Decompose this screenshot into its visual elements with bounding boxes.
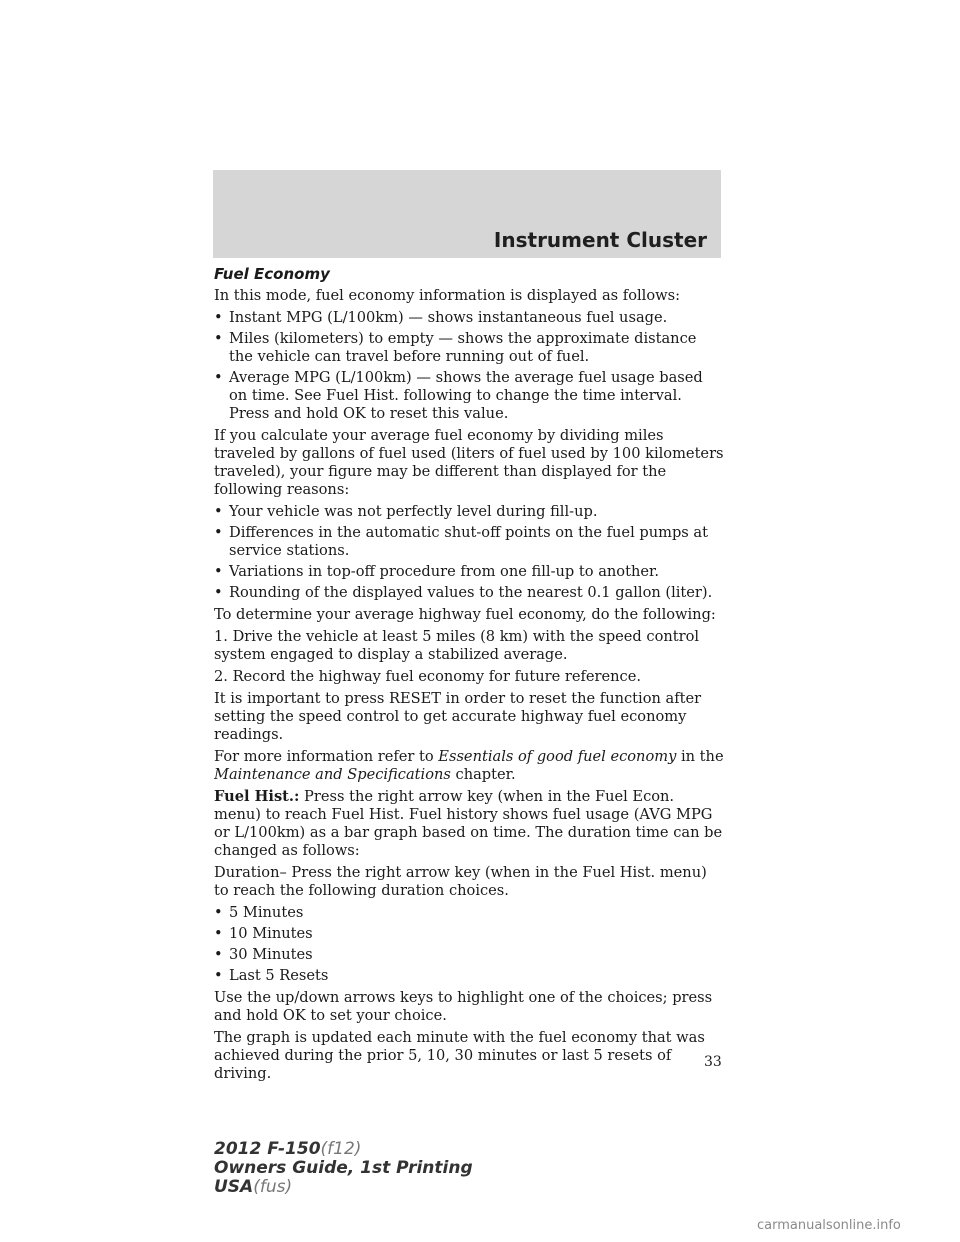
bullet-icon: • <box>214 584 223 601</box>
graph-note: The graph is updated each minute with the fuel economy that was achieved during the prior 5, 10, 30 minutes or last 5 resets of driving. <box>214 1029 705 1082</box>
page-content <box>214 265 724 1087</box>
bullet-icon: • <box>214 946 223 963</box>
intro-paragraph: In this mode, fuel economy information is displayed as follows: <box>214 287 681 304</box>
list-item: • Rounding of the displayed values to the nearest 0.1 gallon (liter). <box>214 584 713 601</box>
footer-line-2: Owners Guide, 1st Printing <box>214 1158 473 1178</box>
mode-list <box>214 309 724 423</box>
bullet-icon: • <box>214 309 223 326</box>
bullet-icon: • <box>214 330 223 347</box>
reference-maintenance-chapter: Maintenance and Specifications <box>214 766 451 783</box>
bullet-icon: • <box>214 503 223 520</box>
bullet-icon: • <box>214 925 223 942</box>
list-item: • Average MPG (L/100km) — shows the average fuel usage based on time. See Fuel Hist. following to change the time interval. Press and hold OK to reset this value. <box>214 369 703 422</box>
reset-note: It is important to press RESET in order to reset the function after setting the speed control to get accurate highway fuel economy readings. <box>214 690 702 743</box>
chapter-title: Instrument Cluster <box>493 228 707 252</box>
step-2: 2. Record the highway fuel economy for future reference. <box>214 668 642 685</box>
bullet-icon: • <box>214 524 223 541</box>
list-item: • 30 Minutes <box>214 946 313 963</box>
select-note: Use the up/down arrows keys to highlight one of the choices; press and hold OK to set your choice. <box>214 989 713 1024</box>
duration-intro: Duration– Press the right arrow key (when in the Fuel Hist. menu) to reach the following duration choices. <box>214 864 707 899</box>
footer-line-3: USA(fus) <box>214 1177 293 1197</box>
list-item: • Differences in the automatic shut-off points on the fuel pumps at service stations. <box>214 524 708 559</box>
bullet-icon: • <box>214 563 223 580</box>
bullet-icon: • <box>214 369 223 386</box>
highway-intro: To determine your average highway fuel economy, do the following: <box>214 606 716 623</box>
list-item: • 5 Minutes <box>214 904 304 921</box>
document-footer <box>214 1140 473 1197</box>
list-item: • Instant MPG (L/100km) — shows instantaneous fuel usage. <box>214 309 668 326</box>
step-1: 1. Drive the vehicle at least 5 miles (8 km) with the speed control system engaged to display a stabilized average. <box>214 628 700 663</box>
section-title: Fuel Economy <box>214 265 330 283</box>
bullet-icon: • <box>214 967 223 984</box>
page-number: 33 <box>704 1054 722 1070</box>
list-item: • Your vehicle was not perfectly level during fill-up. <box>214 503 598 520</box>
fuel-hist-paragraph: Fuel Hist.: Press the right arrow key (when in the Fuel Econ. menu) to reach Fuel Hist. Fuel history shows fuel usage (AVG MPG or L/100km) as a bar graph based on time. The duration time can be changed as follows: <box>214 788 723 859</box>
footer-line-1: 2012 F-150(f12) <box>214 1139 362 1159</box>
header-band <box>213 170 721 258</box>
watermark: carmanualsonline.info <box>757 1218 901 1233</box>
duration-list <box>214 904 724 985</box>
list-item: • Last 5 Resets <box>214 967 329 984</box>
more-info-paragraph: For more information refer to Essentials of good fuel economy in the Maintenance and Specifications chapter. <box>214 748 724 783</box>
reference-fuel-economy: Essentials of good fuel economy <box>438 748 677 765</box>
bullet-icon: • <box>214 904 223 921</box>
list-item: • Miles (kilometers) to empty — shows the approximate distance the vehicle can travel before running out of fuel. <box>214 330 697 365</box>
calc-paragraph: If you calculate your average fuel economy by dividing miles traveled by gallons of fuel used (liters of fuel used by 100 kilometers traveled), your figure may be different than displayed for the following reasons: <box>214 427 724 498</box>
list-item: • Variations in top-off procedure from one fill-up to another. <box>214 563 659 580</box>
reason-list <box>214 503 724 602</box>
list-item: • 10 Minutes <box>214 925 313 942</box>
fuel-hist-lead: Fuel Hist.: <box>214 788 300 805</box>
